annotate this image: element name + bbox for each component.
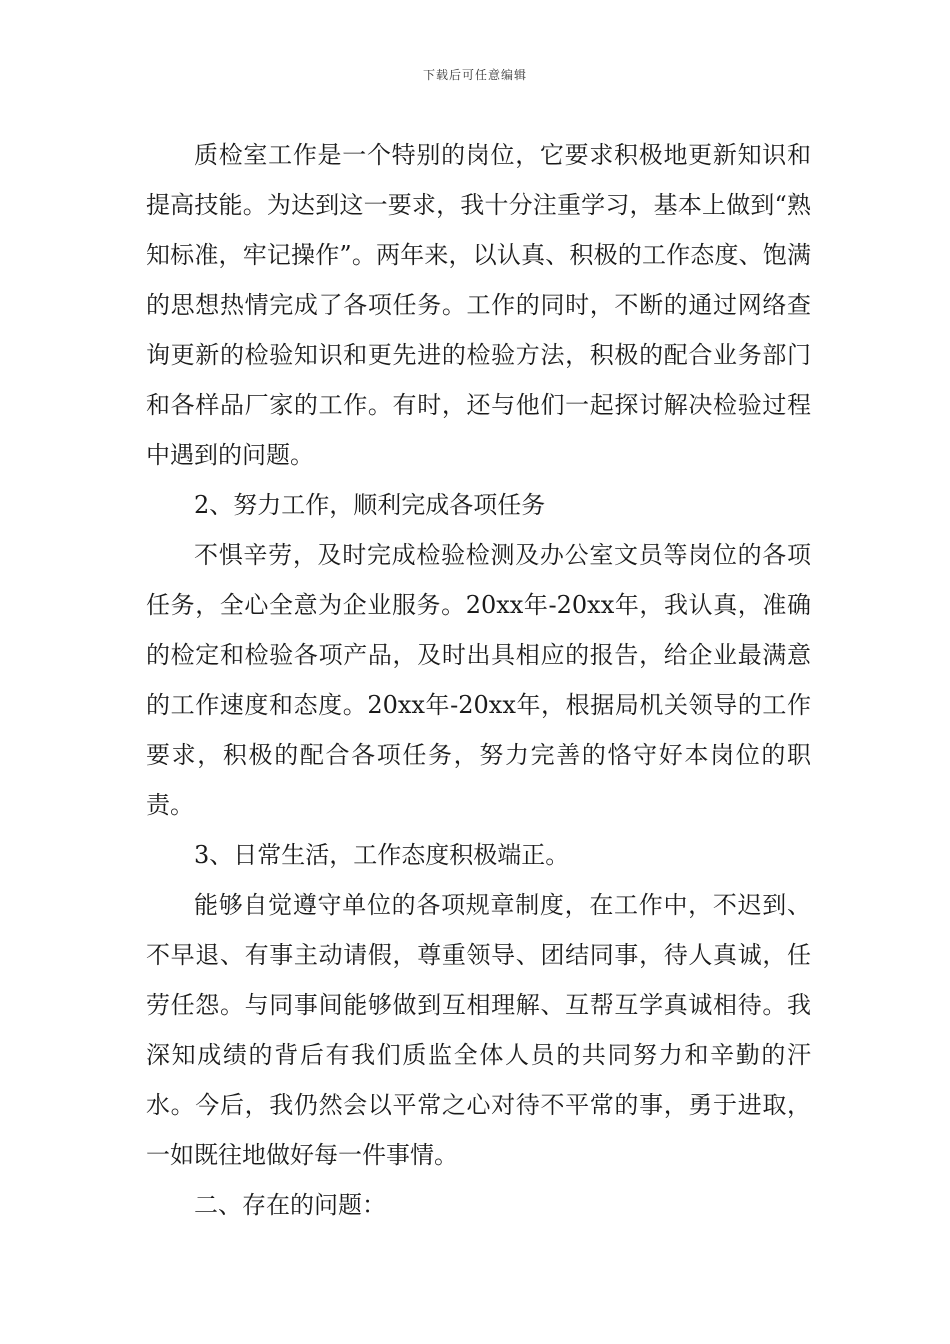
- paragraph-rules: 能够自觉遵守单位的各项规章制度，在工作中，不迟到、不早退、有事主动请假，尊重领导、团结同事，待人真诚，任劳任怨。与同事间能够做到互相理解、互帮互学真诚相待。我深知成绩的背后有我们质监全体人员的共同努力和辛勤的汗水。今后，我仍然会以平常之心对待不平常的事，勇于进取，一如既往地做好每一件事情。: [146, 891, 811, 1169]
- document-body: [146, 130, 811, 1230]
- page-header-note: 下载后可任意编辑: [422, 68, 527, 82]
- paragraph-tasks: 不惧辛劳，及时完成检验检测及办公室文员等岗位的各项任务，全心全意为企业服务。20xx年-20xx年，我认真，准确的检定和检验各项产品，及时出具相应的报告，给企业最满意的工作速度和态度。20xx年-20xx年，根据局机关领导的工作要求，积极的配合各项任务，努力完善的恪守好本岗位的职责。: [146, 541, 811, 819]
- paragraph-quality-room: 质检室工作是一个特别的岗位，它要求积极地更新知识和提高技能。为达到这一要求，我十分注重学习，基本上做到“熟知标准，牢记操作”。两年来，以认真、积极的工作态度、饱满的思想热情完成了各项任务。工作的同时，不断的通过网络查询更新的检验知识和更先进的检验方法，积极的配合业务部门和各样品厂家的工作。有时，还与他们一起探讨解决检验过程中遇到的问题。: [146, 141, 811, 469]
- section-heading-work-hard: 2、努力工作，顺利完成各项任务: [194, 491, 546, 519]
- section-heading-daily-life: 3、日常生活，工作态度积极端正。: [194, 841, 570, 869]
- section-heading-problems: 二、存在的问题：: [194, 1191, 386, 1219]
